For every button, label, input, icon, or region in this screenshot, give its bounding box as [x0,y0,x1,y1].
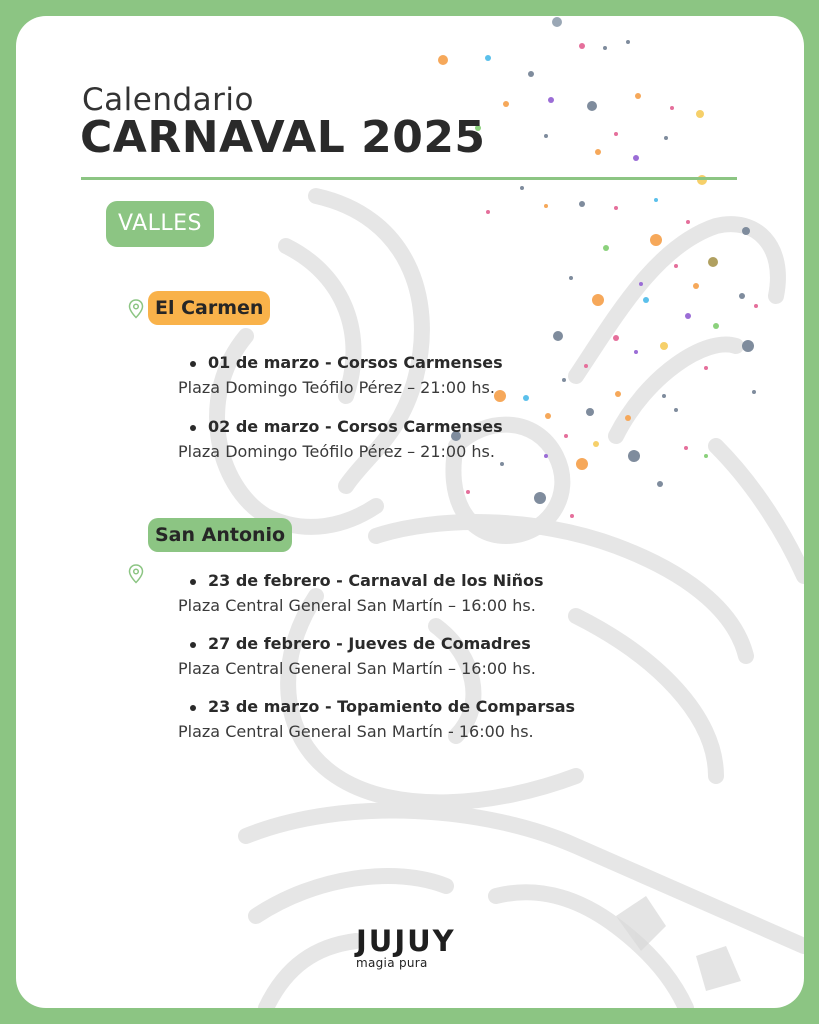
jujuy-logo [356,926,466,970]
logo-wordmark: JUJUY [356,924,456,958]
map-pin-icon [128,299,144,319]
event-item [178,697,575,741]
location-badge-el-carmen: El Carmen [148,291,270,325]
event-title: 27 de febrero - Jueves de Comadres [208,634,531,653]
event-item [178,634,536,678]
header-divider [81,177,737,180]
event-place: Plaza Domingo Teófilo Pérez – 21:00 hs. [178,378,495,397]
event-place: Plaza Central General San Martín – 16:00 hs. [178,596,536,615]
title-carnaval: CARNAVAL 2025 [80,112,486,163]
location-badge-san-antonio: San Antonio [148,518,292,552]
event-item [178,571,544,615]
map-pin-icon [128,564,144,584]
event-place: Plaza Central General San Martín - 16:00 hs. [178,722,534,741]
event-place: Plaza Central General San Martín – 16:00 hs. [178,659,536,678]
event-place: Plaza Domingo Teófilo Pérez – 21:00 hs. [178,442,495,461]
event-item [178,417,503,461]
confetti-dots [16,16,804,1008]
event-title: 02 de marzo - Corsos Carmenses [208,417,503,436]
region-badge: VALLES [106,201,214,247]
poster-card [16,16,804,1008]
logo-tagline: magia pura [356,956,428,970]
event-title: 23 de febrero - Carnaval de los Niños [208,571,544,590]
event-title: 23 de marzo - Topamiento de Comparsas [208,697,576,716]
title-calendario: Calendario [82,82,254,118]
event-item [178,353,503,397]
event-title: 01 de marzo - Corsos Carmenses [208,353,503,372]
